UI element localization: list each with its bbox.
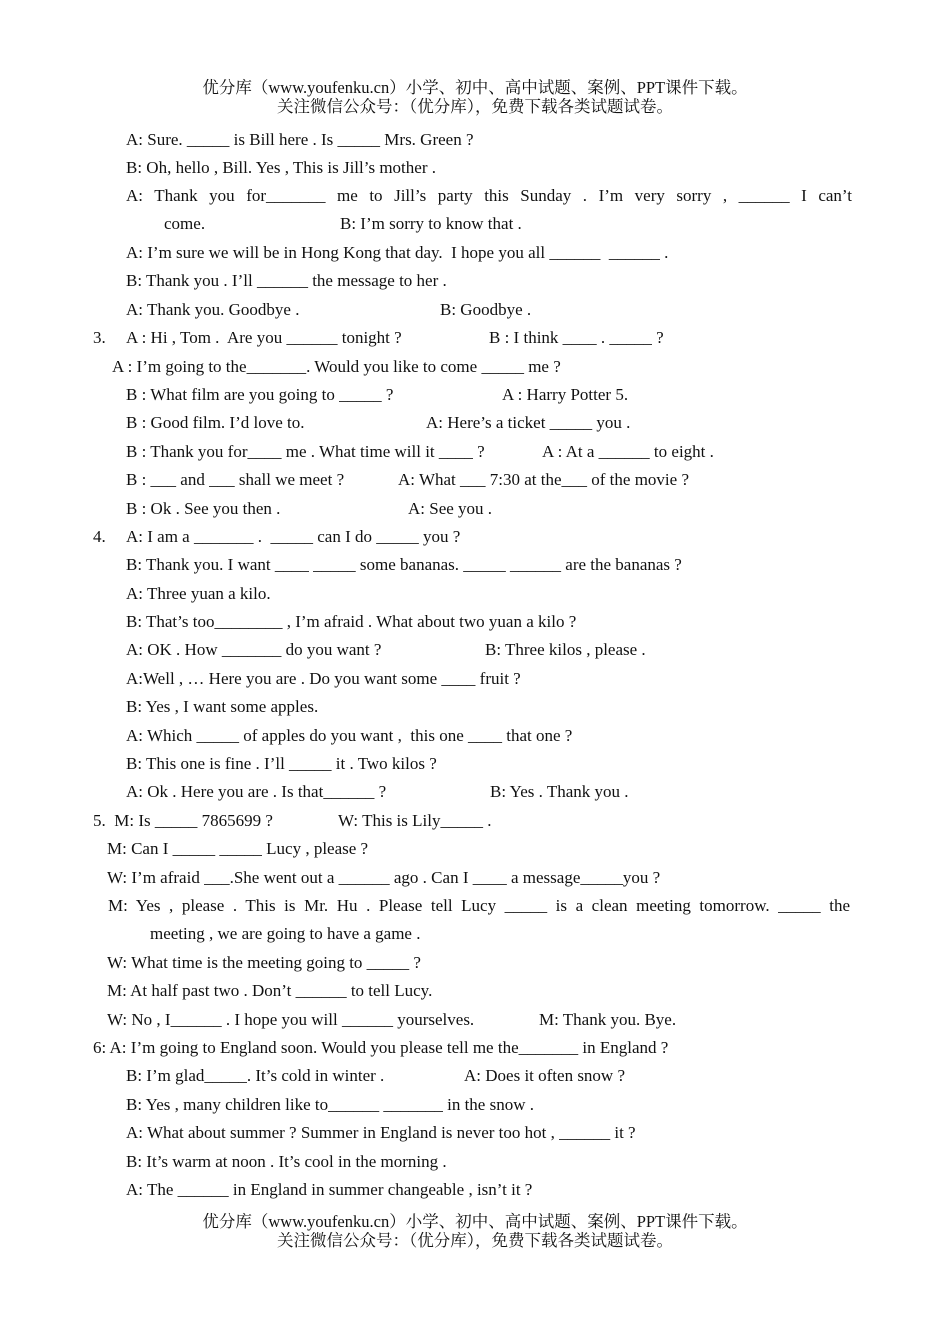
text-line: M: Can I _____ _____ Lucy , please ? [107, 839, 369, 858]
text-line: B : ___ and ___ shall we meet ? [126, 470, 345, 489]
text-line: M: Yes , please . This is Mr. Hu . Please tell Lucy _____ is a clean meeting tomorrow. _____ the [108, 896, 850, 915]
text-line: W: What time is the meeting going to _____ ? [107, 953, 421, 972]
text-line: B : What film are you going to _____ ? [126, 385, 394, 404]
text-line: W: I’m afraid ___.She went out a ______ ago . Can I ____ a message_____you ? [107, 868, 661, 887]
text-line: B: Goodbye . [440, 300, 532, 319]
text-line: B: Oh, hello , Bill. Yes , This is Jill’s mother . [126, 158, 436, 177]
text-line: W: This is Lily_____ . [338, 811, 492, 830]
text-line: A : I’m going to the_______. Would you like to come _____ me ? [112, 357, 561, 376]
text-line: A: Which _____ of apples do you want , this one ____ that one ? [126, 726, 573, 745]
text-line: meeting , we are going to have a game . [150, 924, 421, 943]
question-number: 3. [93, 328, 106, 347]
text-line: B: I’m glad_____. It’s cold in winter . [126, 1066, 385, 1085]
text-line: A: What about summer ? Summer in England is never too hot , ______ it ? [126, 1123, 636, 1142]
text-line: A: Ok . Here you are . Is that______ ? [126, 782, 387, 801]
text-line: A: What ___ 7:30 at the___ of the movie ? [398, 470, 689, 489]
footer-line-1: 优分库（www.youfenku.cn）小学、初中、高中试题、案例、PPT课件下载。 [202, 1212, 748, 1231]
text-line: B: Yes . Thank you . [490, 782, 629, 801]
text-line: B : Good film. I’d love to. [126, 413, 305, 432]
header-line-2: 关注微信公众号：（优分库），免费下载各类试题试卷。 [277, 97, 673, 116]
text-line: A: Sure. _____ is Bill here . Is _____ Mrs. Green ? [126, 130, 474, 149]
text-line: A: Thank you for_______ me to Jill’s party this Sunday . I’m very sorry , ______ I can’t [126, 186, 852, 205]
page-footer [0, 1212, 950, 1250]
text-line: B: That’s too________ , I’m afraid . What about two yuan a kilo ? [126, 612, 577, 631]
text-line: B : Ok . See you then . [126, 499, 281, 518]
text-line: B : Thank you for____ me . What time will it ____ ? [126, 442, 485, 461]
text-line: A: I’m sure we will be in Hong Kong that day. I hope you all ______ ______ . [126, 243, 669, 262]
text-line: A : At a ______ to eight . [542, 442, 714, 461]
text-line: A: I am a _______ . _____ can I do _____ you ? [126, 527, 461, 546]
text-line: M: Thank you. Bye. [539, 1010, 677, 1029]
question-number: 4. [93, 527, 106, 546]
text-line: W: No , I______ . I hope you will ______ yourselves. [107, 1010, 475, 1029]
text-line: come. [164, 214, 206, 233]
text-line: A: Three yuan a kilo. [126, 584, 271, 603]
text-line: B: Three kilos , please . [485, 640, 646, 659]
text-line: B: It’s warm at noon . It’s cool in the morning . [126, 1152, 447, 1171]
text-line: A: Thank you. Goodbye . [126, 300, 300, 319]
header-line-1: 优分库（www.youfenku.cn）小学、初中、高中试题、案例、PPT课件下载。 [202, 78, 748, 97]
text-line: A: The ______ in England in summer changeable , isn’t it ? [126, 1180, 533, 1199]
text-line: 5. M: Is _____ 7865699 ? [93, 811, 273, 830]
text-line: B: I’m sorry to know that . [340, 214, 522, 233]
text-line: A : Hi , Tom . Are you ______ tonight ? [126, 328, 402, 347]
text-line: B: Thank you. I want ____ _____ some bananas. _____ ______ are the bananas ? [126, 555, 682, 574]
text-line: 6: A: I’m going to England soon. Would you please tell me the_______ in England ? [93, 1038, 669, 1057]
text-line: A:Well , … Here you are . Do you want some ____ fruit ? [126, 669, 521, 688]
text-line: B: Yes , I want some apples. [126, 697, 319, 716]
text-line: B : I think ____ . _____ ? [489, 328, 664, 347]
page-header [0, 78, 950, 116]
text-line: A : Harry Potter 5. [502, 385, 629, 404]
text-line: B: Thank you . I’ll ______ the message to her . [126, 271, 447, 290]
text-line: A: See you . [408, 499, 493, 518]
text-line: M: At half past two . Don’t ______ to tell Lucy. [107, 981, 433, 1000]
text-line: B: Yes , many children like to______ _______ in the snow . [126, 1095, 534, 1114]
text-line: A: Does it often snow ? [464, 1066, 626, 1085]
text-line: A: Here’s a ticket _____ you . [426, 413, 631, 432]
text-line: B: This one is fine . I’ll _____ it . Two kilos ? [126, 754, 437, 773]
footer-line-2: 关注微信公众号：（优分库），免费下载各类试题试卷。 [277, 1231, 673, 1250]
text-line: A: OK . How _______ do you want ? [126, 640, 382, 659]
